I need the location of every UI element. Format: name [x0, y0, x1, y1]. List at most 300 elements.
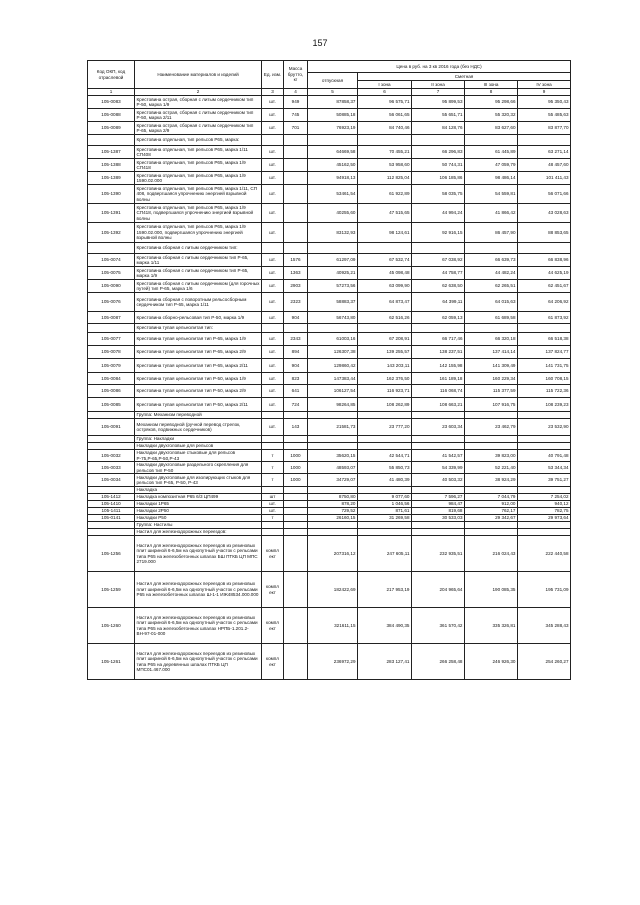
- cell-price-zone-1: [358, 135, 412, 146]
- group-heading-row: [88, 443, 571, 450]
- table-row: [88, 373, 571, 385]
- cell-price-zone-1: [358, 324, 412, 333]
- cell-price-zone-4: 44 625,19: [518, 267, 571, 280]
- cell-price-release: 64669,58: [308, 146, 358, 159]
- group-heading-row: [88, 324, 571, 333]
- cell-code: 105-0079: [88, 359, 135, 373]
- cell-unit: [262, 522, 284, 529]
- header-name: Наименование материалов и изделий: [135, 61, 262, 89]
- group-heading-row: [88, 135, 571, 146]
- cell-price-zone-4: 48 457,60: [518, 159, 571, 172]
- cell-price-zone-3: 86 457,90: [465, 223, 518, 243]
- cell-price-zone-1: 53 958,60: [358, 159, 412, 172]
- cell-name: Настил для железнодорожных переездов из резиновых плит шириной 6-6,5м на однопутный участок с рельсами Р65 на железобетонных шпалах Ш-1-1 ИЖ48534.000.000: [135, 572, 262, 608]
- cell-code: [88, 443, 135, 450]
- cell-price-zone-1: 247 605,11: [358, 536, 412, 572]
- cell-unit: компл ект: [262, 608, 284, 644]
- table-row: [88, 333, 571, 346]
- cell-mass: 1000: [284, 474, 308, 487]
- cell-price-zone-3: [465, 412, 518, 419]
- cell-price-zone-3: 7 044,79: [465, 494, 518, 501]
- group-heading-row: [88, 436, 571, 443]
- cell-price-zone-3: [465, 135, 518, 146]
- cell-price-zone-4: 101 411,43: [518, 172, 571, 185]
- cell-price-release: 21581,73: [308, 419, 358, 436]
- cell-code: 105-0087: [88, 312, 135, 324]
- column-numbers-row: [88, 89, 571, 96]
- cell-price-zone-4: 56 071,66: [518, 185, 571, 204]
- table-row: [88, 223, 571, 243]
- table-row: [88, 508, 571, 515]
- cell-price-zone-3: 98 486,14: [465, 172, 518, 185]
- cell-price-zone-2: 92 916,15: [412, 223, 465, 243]
- cell-price-release: 236972,29: [308, 644, 358, 680]
- cell-price-zone-3: 141 309,49: [465, 359, 518, 373]
- cell-code: 105-1261: [88, 644, 135, 680]
- cell-price-zone-1: 9 077,60: [358, 494, 412, 501]
- cell-unit: [262, 135, 284, 146]
- cell-price-zone-3: 95 298,66: [465, 96, 518, 109]
- cell-mass: [284, 529, 308, 536]
- header-unit: Ед. изм.: [262, 61, 284, 89]
- table-row: [88, 96, 571, 109]
- cell-price-zone-4: 40 791,48: [518, 450, 571, 462]
- cell-unit: шт.: [262, 293, 284, 312]
- cell-price-zone-4: 108 239,23: [518, 398, 571, 412]
- column-number: 6: [358, 89, 412, 96]
- cell-unit: шт.: [262, 398, 284, 412]
- cell-unit: [262, 412, 284, 419]
- cell-price-zone-1: 47 515,65: [358, 204, 412, 223]
- cell-price-zone-2: [412, 443, 465, 450]
- cell-price-zone-2: [412, 487, 465, 494]
- cell-unit: т: [262, 450, 284, 462]
- page-number: 157: [312, 38, 328, 48]
- cell-price-zone-3: 44 482,24: [465, 267, 518, 280]
- cell-price-release: 35620,15: [308, 450, 358, 462]
- cell-name: Настил для железнодорожных переездов из резиновых плит шириной 6-6,5м на однопутный участок с рельсами типа Р65 на железобетонных шпалах НРПБ-1.201.2-ВН-97-01-000: [135, 608, 262, 644]
- cell-price-release: 53461,54: [308, 185, 358, 204]
- cell-name: Группа: Механизм переводной: [135, 412, 262, 419]
- cell-price-zone-3: 66 639,73: [465, 254, 518, 267]
- table-row: [88, 644, 571, 680]
- cell-price-zone-4: 141 731,75: [518, 359, 571, 373]
- cell-unit: шт.: [262, 223, 284, 243]
- cell-code: 105-0032: [88, 450, 135, 462]
- table-row: [88, 419, 571, 436]
- cell-price-zone-3: 115 377,59: [465, 385, 518, 398]
- cell-name: Крестовина тупая цельнолитая тип Р-65, марка 2/11: [135, 359, 262, 373]
- header-zone-4: IV зона: [518, 81, 571, 89]
- cell-price-zone-4: 95 350,43: [518, 96, 571, 109]
- cell-price-zone-4: 29 973,64: [518, 515, 571, 522]
- table-row: [88, 254, 571, 267]
- cell-mass: 2903: [284, 280, 308, 293]
- cell-code: 105-1387: [88, 146, 135, 159]
- cell-unit: [262, 324, 284, 333]
- cell-code: 105-1256: [88, 536, 135, 572]
- cell-mass: [284, 522, 308, 529]
- cell-unit: шт.: [262, 159, 284, 172]
- column-number: 1: [88, 89, 135, 96]
- cell-price-zone-1: [358, 412, 412, 419]
- cell-price-zone-4: 345 288,43: [518, 608, 571, 644]
- table-row: [88, 312, 571, 324]
- cell-unit: шт.: [262, 267, 284, 280]
- cell-unit: шт.: [262, 333, 284, 346]
- cell-price-zone-1: 108 262,89: [358, 398, 412, 412]
- cell-price-zone-2: 50 744,31: [412, 159, 465, 172]
- cell-code: 105-1392: [88, 223, 135, 243]
- cell-unit: шт.: [262, 501, 284, 508]
- cell-mass: [284, 135, 308, 146]
- cell-price-zone-4: 64 206,92: [518, 293, 571, 312]
- cell-price-zone-1: 162 376,50: [358, 373, 412, 385]
- cell-price-zone-2: 106 185,86: [412, 172, 465, 185]
- cell-price-release: 98264,85: [308, 398, 358, 412]
- cell-name: Накладки 2Р50: [135, 508, 262, 515]
- cell-mass: [284, 412, 308, 419]
- cell-name: Накладки двухголовые стыковые для рельсов Р-75,Р-65,Р-50,Р-43: [135, 450, 262, 462]
- cell-price-release: 8750,80: [308, 494, 358, 501]
- cell-price-release: 56743,80: [308, 312, 358, 324]
- cell-name: Настил для железнодорожных переездов из резиновых плит шириной 6-6,5м на однопутный участок с рельсами типа Р65 на деревянных шпалах ПТКБ ЦП МПС01.467.000: [135, 644, 262, 680]
- group-heading-row: [88, 529, 571, 536]
- cell-name: Крестовина острая, сборная с литым сердечником тип Р-50, марка 1/9: [135, 96, 262, 109]
- cell-code: 105-0074: [88, 254, 135, 267]
- cell-price-zone-1: 62 516,26: [358, 312, 412, 324]
- cell-name: Крестовина тупая цельнолитая тип:: [135, 324, 262, 333]
- cell-price-release: 61297,09: [308, 254, 358, 267]
- table-row: [88, 172, 571, 185]
- cell-price-zone-3: [465, 487, 518, 494]
- cell-price-zone-2: 116 068,74: [412, 385, 465, 398]
- group-heading-row: [88, 412, 571, 419]
- cell-price-zone-3: 29 342,67: [465, 515, 518, 522]
- cell-price-release: 45162,50: [308, 159, 358, 172]
- cell-mass: 1363: [284, 267, 308, 280]
- cell-price-zone-3: [465, 443, 518, 450]
- cell-price-zone-1: 56 061,65: [358, 109, 412, 122]
- cell-name: Крестовина отдельная, тип рельсов Р65, марка 1/11, СП 408, подвергшаяся упрочнению энергией взрывной волны: [135, 185, 262, 204]
- cell-price-zone-4: 88 853,65: [518, 223, 571, 243]
- cell-price-zone-4: 62 451,67: [518, 280, 571, 293]
- cell-price-zone-2: 30 533,03: [412, 515, 465, 522]
- cell-price-zone-1: 143 203,11: [358, 359, 412, 373]
- cell-price-zone-2: 232 935,51: [412, 536, 465, 572]
- cell-mass: [284, 146, 308, 159]
- cell-unit: компл ект: [262, 644, 284, 680]
- cell-mass: [284, 572, 308, 608]
- cell-price-zone-3: 190 085,35: [465, 572, 518, 608]
- cell-price-zone-2: 819,68: [412, 508, 465, 515]
- cell-unit: шт.: [262, 280, 284, 293]
- cell-unit: [262, 529, 284, 536]
- cell-price-zone-4: 160 708,15: [518, 373, 571, 385]
- cell-name: Крестовина отдельная, тип рельсов Р65, марка 1/9 1590.02.000: [135, 172, 262, 185]
- table-row: [88, 501, 571, 508]
- header-code: Код ОКП, код отраслевой: [88, 61, 135, 89]
- cell-price-zone-4: 782,75: [518, 508, 571, 515]
- cell-unit: шт.: [262, 122, 284, 135]
- cell-code: 105-0090: [88, 280, 135, 293]
- cell-price-zone-4: 7 254,02: [518, 494, 571, 501]
- column-number: 4: [284, 89, 308, 96]
- cell-price-zone-3: [465, 324, 518, 333]
- cell-price-zone-2: 204 965,64: [412, 572, 465, 608]
- cell-price-zone-2: [412, 324, 465, 333]
- table-row: [88, 385, 571, 398]
- cell-price-zone-4: 39 751,27: [518, 474, 571, 487]
- cell-price-release: 729,52: [308, 508, 358, 515]
- cell-code: [88, 243, 135, 254]
- cell-mass: [284, 436, 308, 443]
- cell-price-zone-3: 137 414,14: [465, 346, 518, 359]
- cell-price-zone-2: 62 638,50: [412, 280, 465, 293]
- cell-price-release: 61003,16: [308, 333, 358, 346]
- cell-code: 105-1260: [88, 608, 135, 644]
- cell-unit: шт.: [262, 312, 284, 324]
- cell-unit: т: [262, 462, 284, 474]
- cell-mass: 1000: [284, 450, 308, 462]
- cell-price-zone-2: 138 237,51: [412, 346, 465, 359]
- cell-price-zone-4: 53 344,34: [518, 462, 571, 474]
- cell-unit: т: [262, 474, 284, 487]
- cell-price-release: [308, 522, 358, 529]
- cell-price-zone-2: 62 059,13: [412, 312, 465, 324]
- table-row: [88, 280, 571, 293]
- cell-price-zone-3: [465, 522, 518, 529]
- cell-price-zone-4: 66 838,96: [518, 254, 571, 267]
- cell-mass: [284, 243, 308, 254]
- cell-code: 105-1390: [88, 185, 135, 204]
- table-row: [88, 146, 571, 159]
- cell-unit: шт.: [262, 109, 284, 122]
- cell-name: Крестовина отдельная, тип рельсов Р65, марка 1/11 СП408: [135, 146, 262, 159]
- cell-mass: [284, 443, 308, 450]
- column-number: 7: [412, 89, 465, 96]
- header-mass: Масса брутто, кг: [284, 61, 308, 89]
- cell-price-zone-1: 84 740,46: [358, 122, 412, 135]
- cell-price-zone-4: 222 440,58: [518, 536, 571, 572]
- cell-name: Крестовина тупая цельнолитая тип Р-50, марка 2/9: [135, 385, 262, 398]
- cell-name: Крестовина тупая цельнолитая тип Р-50, марка 1/9: [135, 373, 262, 385]
- cell-unit: шт.: [262, 346, 284, 359]
- cell-mass: [284, 172, 308, 185]
- table-row: [88, 474, 571, 487]
- cell-unit: шт.: [262, 146, 284, 159]
- cell-price-release: [308, 135, 358, 146]
- group-heading-row: [88, 487, 571, 494]
- cell-name: Крестовина отдельная, тип рельсов Р65, марка 1/9 СП418, подвергшаяся упрочнению энергией взрывной волны: [135, 204, 262, 223]
- cell-unit: шт.: [262, 373, 284, 385]
- cell-price-zone-1: [358, 243, 412, 254]
- cell-price-zone-2: 66 296,83: [412, 146, 465, 159]
- cell-unit: [262, 243, 284, 254]
- column-number: 2: [135, 89, 262, 96]
- cell-name: Накладки 1Р65: [135, 501, 262, 508]
- cell-price-release: 106127,54: [308, 385, 358, 398]
- cell-price-zone-4: 254 260,27: [518, 644, 571, 680]
- table-row: [88, 450, 571, 462]
- cell-price-release: [308, 412, 358, 419]
- cell-name: Крестовина отдельная, тип рельсов Р65, марка 1/9 СП418: [135, 159, 262, 172]
- cell-price-zone-3: 62 265,51: [465, 280, 518, 293]
- cell-name: Механизм переводной (ручной перевод стрелок, остряков, подвижных сердечников): [135, 419, 262, 436]
- cell-price-zone-2: 161 189,18: [412, 373, 465, 385]
- cell-price-zone-2: 23 603,34: [412, 419, 465, 436]
- table-row: [88, 536, 571, 572]
- cell-unit: [262, 487, 284, 494]
- table-row: [88, 359, 571, 373]
- cell-mass: 949: [284, 96, 308, 109]
- cell-code: 105-0088: [88, 109, 135, 122]
- cell-price-zone-2: [412, 522, 465, 529]
- cell-price-zone-3: 47 059,79: [465, 159, 518, 172]
- cell-code: 105-0078: [88, 346, 135, 359]
- cell-code: [88, 529, 135, 536]
- column-number: 8: [465, 89, 518, 96]
- cell-price-release: 83132,93: [308, 223, 358, 243]
- table-row: [88, 185, 571, 204]
- cell-unit: шт.: [262, 419, 284, 436]
- cell-price-zone-2: 266 258,48: [412, 644, 465, 680]
- cell-price-release: 58883,37: [308, 293, 358, 312]
- cell-price-zone-2: 984,47: [412, 501, 465, 508]
- cell-code: 105-0086: [88, 385, 135, 398]
- cell-price-zone-4: 940,12: [518, 501, 571, 508]
- table-row: [88, 109, 571, 122]
- cell-price-zone-1: 64 873,47: [358, 293, 412, 312]
- column-number: 3: [262, 89, 284, 96]
- cell-price-release: 94918,13: [308, 172, 358, 185]
- cell-price-zone-1: 67 208,91: [358, 333, 412, 346]
- cell-price-zone-2: 142 155,98: [412, 359, 465, 373]
- cell-price-zone-4: [518, 243, 571, 254]
- cell-price-zone-2: [412, 135, 465, 146]
- cell-price-zone-4: 43 028,63: [518, 204, 571, 223]
- cell-name: Крестовина сборная с литым сердечником тип Р-65, марка 1/11: [135, 254, 262, 267]
- cell-price-zone-2: 44 758,77: [412, 267, 465, 280]
- cell-price-zone-1: 45 098,48: [358, 267, 412, 280]
- cell-name: Крестовина тупая цельнолитая тип Р-50, марка 2/11: [135, 398, 262, 412]
- table-row: [88, 494, 571, 501]
- cell-price-zone-3: 52 221,40: [465, 462, 518, 474]
- cell-mass: 904: [284, 359, 308, 373]
- cell-code: 105-0091: [88, 419, 135, 436]
- cell-price-release: 87858,37: [308, 96, 358, 109]
- cell-price-zone-3: [465, 529, 518, 536]
- cell-price-zone-1: 384 490,35: [358, 608, 412, 644]
- cell-mass: 724: [284, 398, 308, 412]
- cell-price-zone-1: [358, 436, 412, 443]
- cell-mass: 1576: [284, 254, 308, 267]
- cell-price-zone-2: [412, 529, 465, 536]
- cell-unit: шт.: [262, 96, 284, 109]
- cell-price-zone-2: [412, 436, 465, 443]
- table-row: [88, 572, 571, 608]
- cell-price-zone-2: [412, 243, 465, 254]
- cell-price-zone-4: [518, 436, 571, 443]
- cell-price-zone-4: 83 877,70: [518, 122, 571, 135]
- cell-price-zone-2: 66 717,46: [412, 333, 465, 346]
- cell-price-zone-4: 66 518,38: [518, 333, 571, 346]
- table-row: [88, 608, 571, 644]
- cell-price-zone-3: 61 689,58: [465, 312, 518, 324]
- cell-mass: [284, 644, 308, 680]
- cell-price-zone-3: 216 024,43: [465, 536, 518, 572]
- cell-name: Группа: Накладки: [135, 436, 262, 443]
- cell-name: Крестовина сборная с поворотным рельсосборным сердечником тип Р-65, марка 1/11: [135, 293, 262, 312]
- cell-code: [88, 436, 135, 443]
- cell-price-zone-1: 31 269,58: [358, 515, 412, 522]
- cell-name: Накладки двухголовые для рельсов: [135, 443, 262, 450]
- cell-price-release: 147383,44: [308, 373, 358, 385]
- cell-mass: [284, 536, 308, 572]
- cell-price-zone-4: [518, 487, 571, 494]
- cell-price-zone-1: 283 127,41: [358, 644, 412, 680]
- cell-code: 105-1259: [88, 572, 135, 608]
- cell-price-zone-3: 160 229,34: [465, 373, 518, 385]
- table-row: [88, 398, 571, 412]
- cell-price-zone-4: 23 532,90: [518, 419, 571, 436]
- cell-price-release: 40925,21: [308, 267, 358, 280]
- cell-price-zone-3: [465, 436, 518, 443]
- cell-price-release: [308, 529, 358, 536]
- cell-name: Настил для железнодорожных переездов из резиновых плит шириной 6-6,5м на однопутный участок с рельсами типа Р65 на железобетонных шпалах БШ ПТКБ ЦП МПС 2719.000: [135, 536, 262, 572]
- cell-unit: шт.: [262, 185, 284, 204]
- cell-price-zone-4: 61 873,92: [518, 312, 571, 324]
- cell-mass: 1000: [284, 462, 308, 474]
- cell-price-release: [308, 436, 358, 443]
- cell-name: Крестовина отдельная, тип рельсов Р65, марка:: [135, 135, 262, 146]
- cell-unit: компл ект: [262, 572, 284, 608]
- cell-mass: [284, 608, 308, 644]
- cell-price-zone-4: 115 722,36: [518, 385, 571, 398]
- cell-mass: [284, 185, 308, 204]
- header-zone-1: I зона: [358, 81, 412, 89]
- cell-price-release: 40255,60: [308, 204, 358, 223]
- cell-unit: шт.: [262, 385, 284, 398]
- price-table: [87, 60, 571, 680]
- cell-price-zone-2: [412, 412, 465, 419]
- cell-mass: [284, 324, 308, 333]
- cell-price-release: 207316,12: [308, 536, 358, 572]
- cell-price-zone-2: 40 503,32: [412, 474, 465, 487]
- cell-price-zone-1: 96 575,71: [358, 96, 412, 109]
- cell-price-release: 76923,19: [308, 122, 358, 135]
- cell-price-zone-3: 55 320,32: [465, 109, 518, 122]
- table-row: [88, 346, 571, 359]
- cell-code: 105-0077: [88, 333, 135, 346]
- cell-price-release: 129860,42: [308, 359, 358, 373]
- cell-unit: [262, 443, 284, 450]
- cell-mass: [284, 487, 308, 494]
- cell-code: 105-0141: [88, 515, 135, 522]
- cell-mass: [284, 159, 308, 172]
- cell-price-release: 34729,07: [308, 474, 358, 487]
- cell-price-release: 878,20: [308, 501, 358, 508]
- cell-name: Крестовина сборно-рельсовая тип Р-50, марка 1/9: [135, 312, 262, 324]
- cell-name: Накладки Р50: [135, 515, 262, 522]
- cell-price-release: 321611,15: [308, 608, 358, 644]
- cell-mass: [284, 494, 308, 501]
- cell-price-zone-3: 335 326,81: [465, 608, 518, 644]
- cell-mass: 143: [284, 419, 308, 436]
- cell-code: [88, 412, 135, 419]
- cell-mass: [284, 515, 308, 522]
- cell-price-zone-1: 55 850,73: [358, 462, 412, 474]
